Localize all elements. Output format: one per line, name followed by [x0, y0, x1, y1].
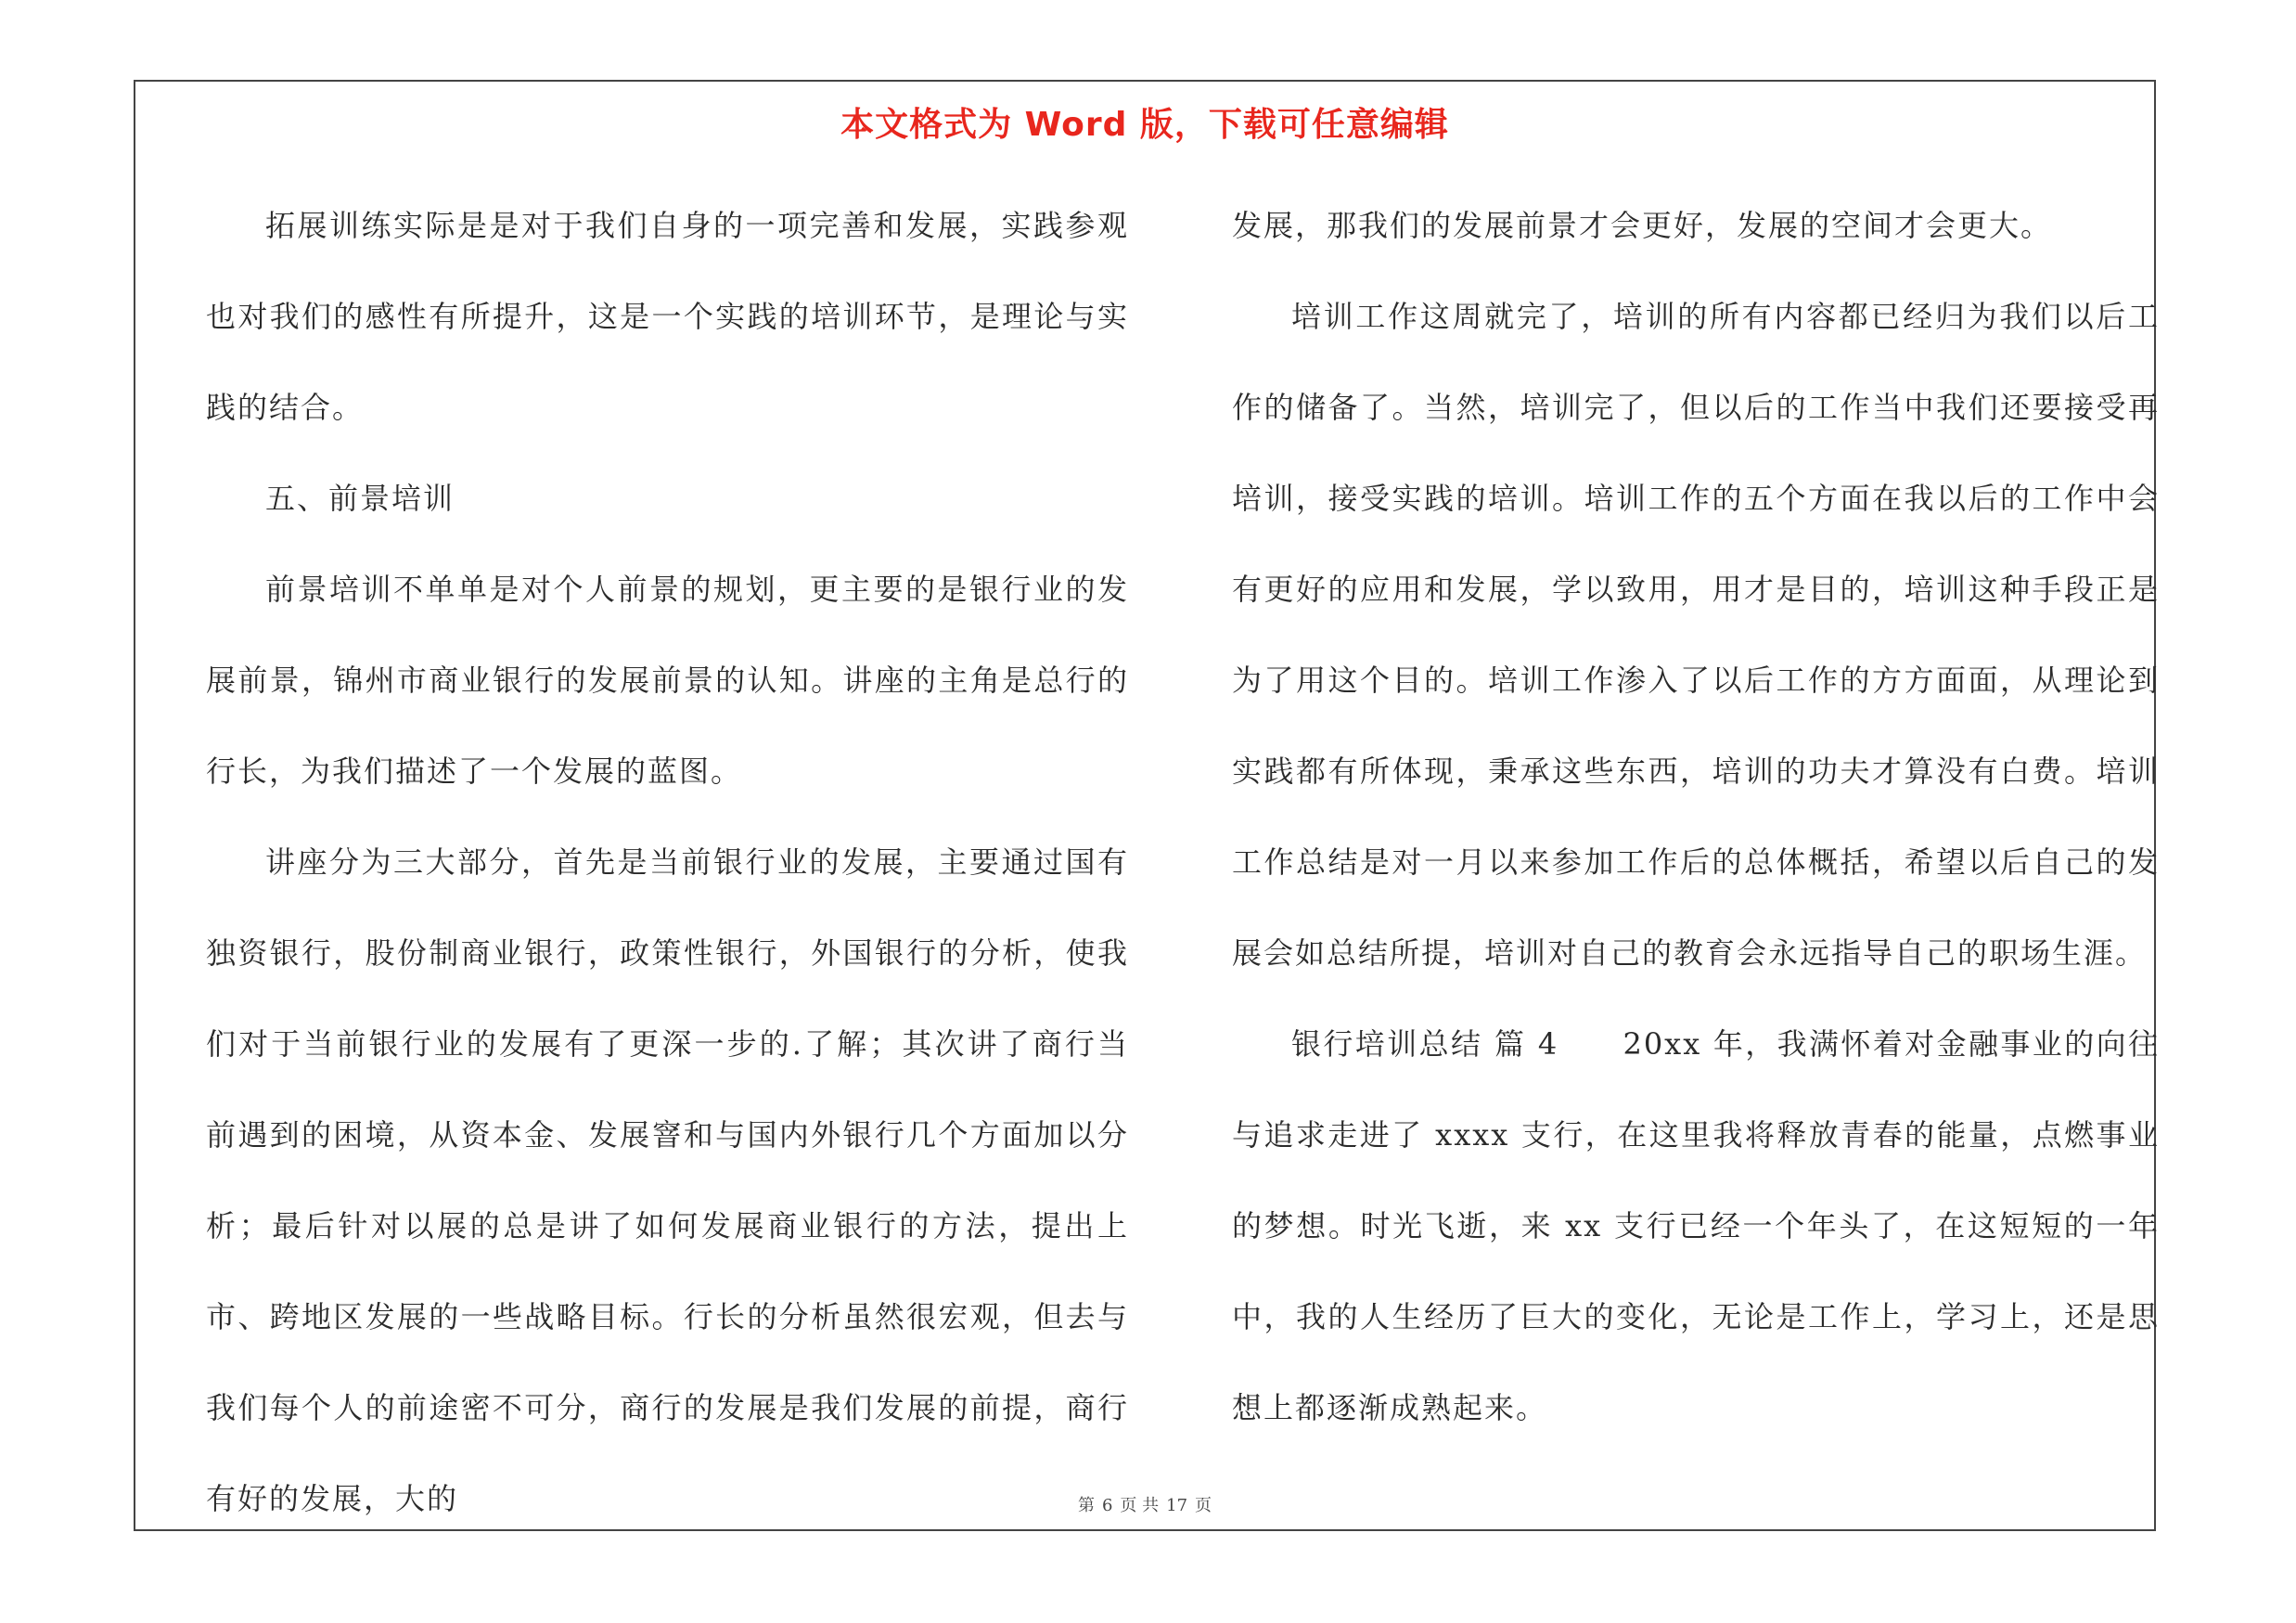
page-number-total: 17: [1166, 1496, 1188, 1515]
left-column: [206, 180, 1129, 1544]
format-banner: 本文格式为 Word 版，下载可任意编辑: [840, 106, 1449, 144]
paragraph: 培训工作这周就完了，培训的所有内容都已经归为我们以后工作的储备了。当然，培训完了，但以后的工作当中我们还要接受再培训，接受实践的培训。培训工作的五个方面在我以后的工作中会有更好的应用和发展，学以致用，用才是目的，培训这种手段正是为了用这个目的。培训工作渗入了以后工作的方方面面，从理论到实践都有所体现，秉承这些东西，培训的功夫才算没有白费。培训工作总结是对一月以来参加工作后的总体概括，希望以后自己的发展会如总结所提，培训对自己的教育会永远指导自己的职场生涯。: [1232, 299, 2160, 971]
page-number: [135, 1492, 2154, 1516]
page-number-prefix: 第: [1077, 1496, 1095, 1515]
paragraph: 拓展训练实际是是对于我们自身的一项完善和发展，实践参观也对我们的感性有所提升，这是一个实践的培训环节，是理论与实践的结合。: [206, 208, 1129, 425]
paragraph: 银行培训总结 篇 4 20xx 年，我满怀着对金融事业的向往与追求走进了 xxxx 支行，在这里我将释放青春的能量，点燃事业的梦想。时光飞逝，来 xx 支行已经一个年头了，在这短短的一年中，我的人生经历了巨大的变化，无论是工作上，学习上，还是思想上都逐渐成熟起来。: [1232, 1026, 2160, 1425]
paragraph: 前景培训不单单是对个人前景的规划，更主要的是银行业的发展前景，锦州市商业银行的发展前景的认知。讲座的主角是总行的行长，为我们描述了一个发展的蓝图。: [206, 572, 1129, 789]
page-frame: [134, 80, 2160, 1531]
page-number-current: 6: [1101, 1496, 1113, 1515]
paragraph: 发展，那我们的发展前景才会更好，发展的空间才会更大。: [1232, 208, 2053, 243]
page-number-middle: 页 共: [1120, 1496, 1160, 1515]
section-heading: 五、前景培训: [265, 481, 455, 516]
paragraph: 讲座分为三大部分，首先是当前银行业的发展，主要通过国有独资银行，股份制商业银行，政策性银行，外国银行的分析，使我们对于当前银行业的发展有了更深一步的.了解；其次讲了商行当前遇到的困境，从资本金、发展窨和与国内外银行几个方面加以分析；最后针对以展的总是讲了如何发展商业银行的方法，提出上市、跨地区发展的一些战略目标。行长的分析虽然很宏观，但去与我们每个人的前途密不可分，商行的发展是我们发展的前提，商行有好的发展，大的: [206, 844, 1129, 1516]
right-column: [1232, 180, 2160, 1453]
page-number-suffix: 页: [1195, 1496, 1212, 1515]
